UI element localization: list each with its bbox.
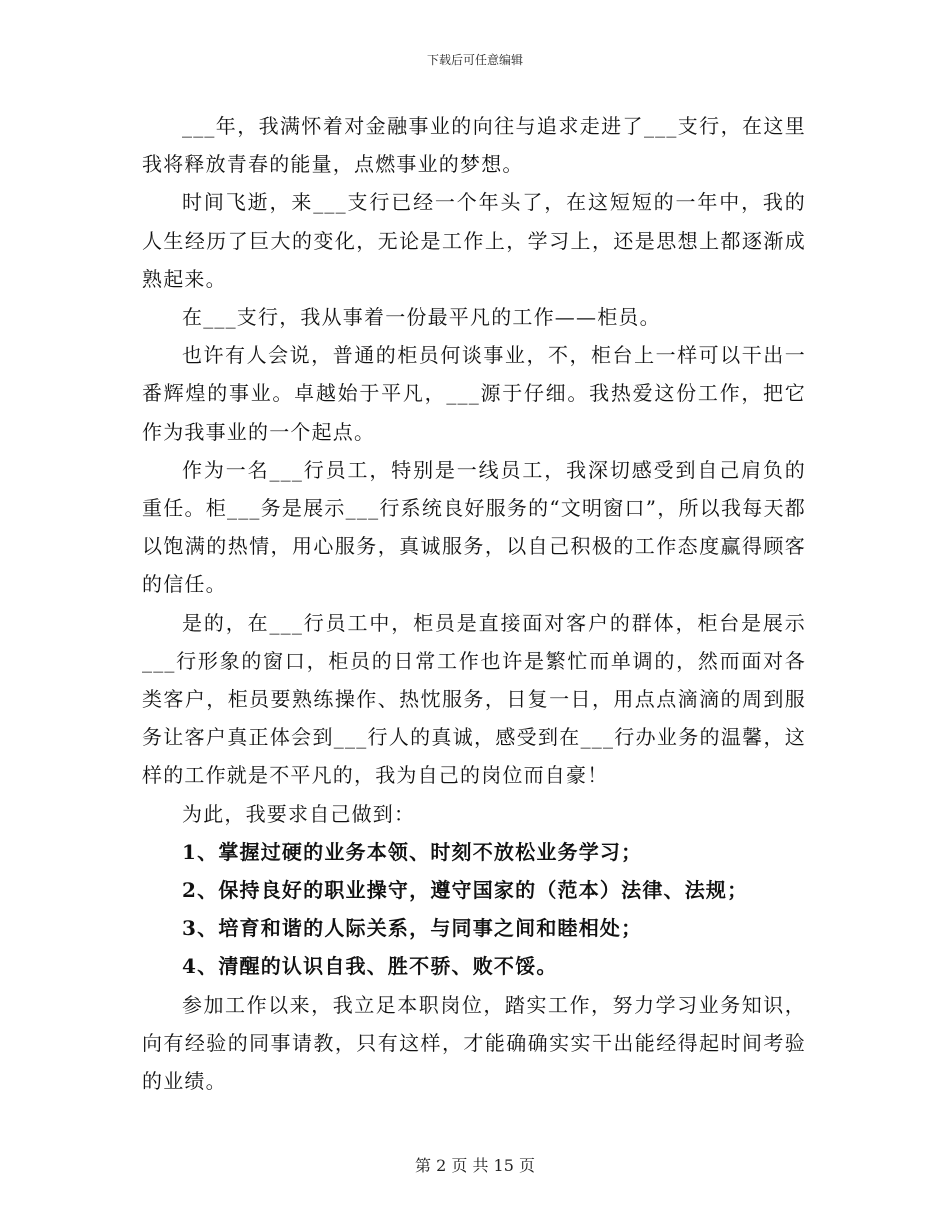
header-note: 下载后可任意编辑 xyxy=(426,53,523,67)
requirement-item-3: 3、培育和谐的人际关系，与同事之间和睦相处； xyxy=(182,916,643,941)
requirement-item-4: 4、清醒的认识自我、胜不骄、败不馁。 xyxy=(182,954,558,979)
paragraph-8: 参加工作以来，我立足本职岗位，踏实工作，努力学习业务知识，向有经验的同事请教，只有这样，才能确确实实干出能经得起时间考验的业绩。 xyxy=(142,992,806,1094)
paragraph-3: 在___支行，我从事着一份最平凡的工作——柜员。 xyxy=(182,305,661,330)
paragraph-1: ___年，我满怀着对金融事业的向往与追求走进了___支行，在这里我将释放青春的能量，点燃事业的梦想。 xyxy=(142,114,806,177)
page-number: 第 2 页 共 15 页 xyxy=(415,1156,535,1175)
requirement-item-2: 2、保持良好的职业操守，遵守国家的（范本）法律、法规； xyxy=(182,878,749,903)
document-body xyxy=(142,107,806,1100)
paragraph-6: 是的，在___行员工中，柜员是直接面对客户的群体，柜台是展示___行形象的窗口，柜员的日常工作也许是繁忙而单调的，然而面对各类客户，柜员要熟练操作、热忱服务，日复一日，用点点滴滴的周到服务让客户真正体会到___行人的真诚，感受到在___行办业务的温馨，这样的工作就是不平凡的，我为自己的岗位而自豪！ xyxy=(142,610,806,788)
paragraph-5: 作为一名___行员工，特别是一线员工，我深切感受到自己肩负的重任。柜___务是展示___行系统良好服务的“文明窗口”，所以我每天都以饱满的热情，用心服务，真诚服务，以自己积极的工作态度赢得顾客的信任。 xyxy=(142,457,806,597)
paragraph-4: 也许有人会说，普通的柜员何谈事业，不，柜台上一样可以干出一番辉煌的事业。卓越始于平凡，___源于仔细。我热爱这份工作，把它作为我事业的一个起点。 xyxy=(142,343,806,444)
requirement-item-1: 1、掌握过硬的业务本领、时刻不放松业务学习； xyxy=(182,839,643,864)
paragraph-7: 为此，我要求自己做到： xyxy=(182,801,416,826)
paragraph-2: 时间飞逝，来___支行已经一个年头了，在这短短的一年中，我的人生经历了巨大的变化，无论是工作上，学习上，还是思想上都逐渐成熟起来。 xyxy=(142,190,806,291)
